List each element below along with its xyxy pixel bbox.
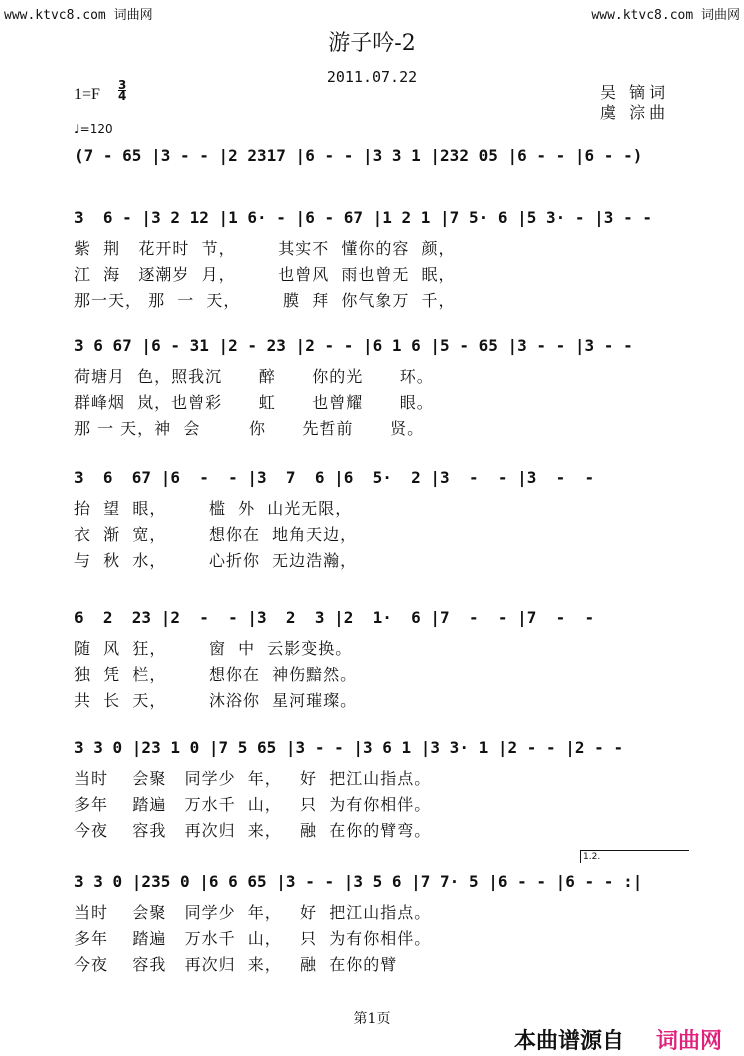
lyric-line-3: 今夜 容我 再次归 来， 融 在你的臂弯。	[74, 821, 432, 840]
watermark-right: www.ktvc8.com 词曲网	[591, 8, 740, 23]
source-label: 本曲谱源自	[514, 1029, 625, 1054]
lyric-line-3: 那一天， 那 一 天， 膜 拜 你气象万 千，	[74, 291, 456, 310]
lyric-line-1: 荷塘月 色，照我沉 醉 你的光 环。	[74, 367, 434, 386]
composer-credit: 虞 淙曲	[600, 103, 670, 122]
staff-notes: 6 2 23 |2 - - |3 2 3 |2 1· 6 |7 - - |7 - -	[74, 608, 595, 627]
staff-notes: 3 6 67 |6 - - |3 7 6 |6 5· 2 |3 - - |3 - -	[74, 468, 595, 487]
song-date: 2011.07.22	[326, 68, 418, 86]
source-site: 词曲网	[656, 1029, 723, 1054]
time-signature	[118, 80, 126, 101]
lyric-line-3: 与 秋 水， 心折你 无边浩瀚，	[74, 551, 358, 570]
lyric-line-2: 多年 踏遍 万水千 山， 只 为有你相伴。	[74, 929, 432, 948]
time-sig-top: 3	[118, 78, 127, 92]
lyricist-credit: 吴 镝词	[600, 83, 670, 102]
lyric-line-2: 群峰烟 岚，也曾彩 虹 也曾耀 眼。	[74, 393, 434, 412]
lyric-line-2: 多年 踏遍 万水千 山， 只 为有你相伴。	[74, 795, 432, 814]
lyric-line-1: 随 风 狂， 窗 中 云影变换。	[74, 639, 353, 658]
lyric-line-2: 江 海 逐潮岁 月， 也曾风 雨也曾无 眠，	[74, 265, 456, 284]
volta-bracket: 1.2.	[580, 850, 689, 863]
page-number: 第1页	[353, 1011, 391, 1027]
staff-notes: (7 - 65 |3 - - |2 2317 |6 - - |3 3 1 |232 05 |6 - - |6 - -)	[74, 146, 643, 165]
lyric-line-2: 独 凭 栏， 想你在 神伤黯然。	[74, 665, 358, 684]
key-signature: 1=F	[74, 86, 100, 103]
song-title: 游子吟-2	[328, 31, 416, 56]
watermark-left: www.ktvc8.com 词曲网	[4, 8, 153, 23]
staff-notes: 3 3 0 |235 0 |6 6 65 |3 - - |3 5 6 |7 7· 5 |6 - - |6 - - :|	[74, 872, 643, 891]
lyric-line-1: 当时 会聚 同学少 年， 好 把江山指点。	[74, 903, 432, 922]
lyric-line-3: 共 长 天， 沐浴你 星河璀璨。	[74, 691, 358, 710]
time-sig-bottom: 4	[118, 89, 127, 103]
staff-notes: 3 6 67 |6 - 31 |2 - 23 |2 - - |6 1 6 |5 - 65 |3 - - |3 - -	[74, 336, 633, 355]
staff-notes: 3 3 0 |23 1 0 |7 5 65 |3 - - |3 6 1 |3 3· 1 |2 - - |2 - -	[74, 738, 624, 757]
lyric-line-2: 衣 渐 宽， 想你在 地角天边，	[74, 525, 358, 544]
lyric-line-1: 当时 会聚 同学少 年， 好 把江山指点。	[74, 769, 432, 788]
staff-notes: 3 6 - |3 2 12 |1 6· - |6 - 67 |1 2 1 |7 5· 6 |5 3· - |3 - -	[74, 208, 652, 227]
lyric-line-3: 那 一 天，神 会 你 先哲前 贤。	[74, 419, 425, 438]
lyric-line-1: 紫 荆 花开时 节， 其实不 懂你的容 颜，	[74, 239, 456, 258]
lyric-line-1: 抬 望 眼， 槛 外 山光无限，	[74, 499, 353, 518]
lyric-line-3: 今夜 容我 再次归 来， 融 在你的臂	[74, 955, 398, 974]
tempo-marking: ♩=120	[74, 122, 113, 136]
